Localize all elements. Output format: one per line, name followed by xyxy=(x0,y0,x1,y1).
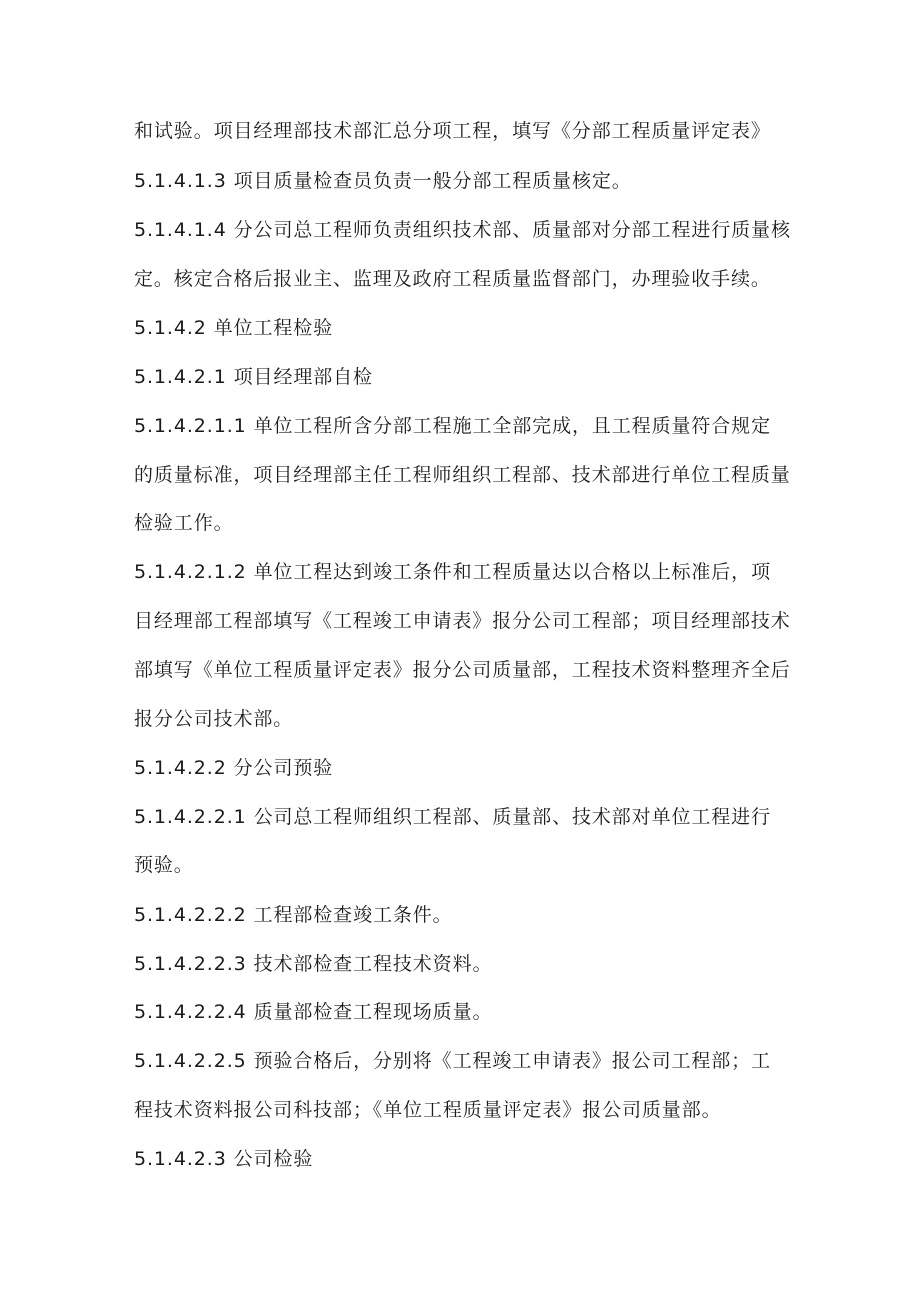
text-line: 定。核定合格后报业主、监理及政府工程质量监督部门，办理验收手续。 xyxy=(134,268,771,290)
text-line: 程技术资料报公司科技部；《单位工程质量评定表》报公司质量部。 xyxy=(134,1099,722,1121)
text-line: 5.1.4.1.4 分公司总工程师负责组织技术部、质量部对分部工程进行质量核 xyxy=(134,219,791,241)
text-line: 5.1.4.2.2.1 公司总工程师组织工程部、质量部、技术部对单位工程进行 xyxy=(134,806,771,828)
text-line: 5.1.4.2.1.1 单位工程所含分部工程施工全部完成，且工程质量符合规定 xyxy=(134,415,771,437)
subsection-heading: 5.1.4.2.1 项目经理部自检 xyxy=(134,366,373,388)
text-line: 目经理部工程部填写《工程竣工申请表》报分公司工程部；项目经理部技术 xyxy=(134,610,791,632)
text-line: 和试验。项目经理部技术部汇总分项工程，填写《分部工程质量评定表》 xyxy=(134,120,771,142)
text-line: 的质量标准，项目经理部主任工程师组织工程部、技术部进行单位工程质量 xyxy=(134,464,791,486)
subsection-heading: 5.1.4.2.2 分公司预验 xyxy=(134,757,334,779)
subsection-heading: 5.1.4.2.3 公司检验 xyxy=(134,1148,314,1170)
text-line: 5.1.4.2.2.3 技术部检查工程技术资料。 xyxy=(134,953,493,975)
text-line: 部填写《单位工程质量评定表》报分公司质量部，工程技术资料整理齐全后 xyxy=(134,659,791,681)
text-line: 5.1.4.2.2.2 工程部检查竣工条件。 xyxy=(134,904,453,926)
text-line: 预验。 xyxy=(134,854,194,876)
section-heading: 5.1.4.2 单位工程检验 xyxy=(134,317,334,339)
text-line: 5.1.4.1.3 项目质量检查员负责一般分部工程质量核定。 xyxy=(134,170,632,192)
text-line: 报分公司技术部。 xyxy=(134,708,294,730)
text-line: 5.1.4.2.2.4 质量部检查工程现场质量。 xyxy=(134,1001,493,1023)
text-line: 5.1.4.2.1.2 单位工程达到竣工条件和工程质量达以合格以上标准后，项 xyxy=(134,561,771,583)
text-line: 检验工作。 xyxy=(134,512,234,534)
text-line: 5.1.4.2.2.5 预验合格后，分别将《工程竣工申请表》报公司工程部；工 xyxy=(134,1050,771,1072)
